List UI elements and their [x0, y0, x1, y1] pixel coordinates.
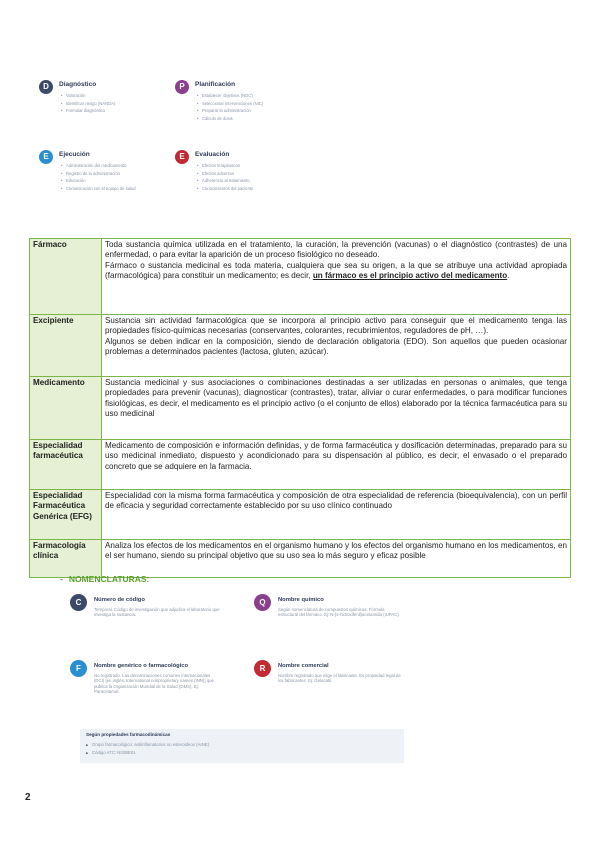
definition-paragraph: Sustancia medicinal y sus asociaciones o combinaciones destinadas a ser utilizadas en personas o animales, que tenga propiedades para prevenir (vacunas), diagnosticar (contrastes), tratar, aliviar o curar enfermedades, o para modificar funciones fisiológicas, es decir, el medicamento es el principio activo (o el conjunto de ellos) elaborado por la técnica farmacéutica para su uso medicinal: [105, 378, 567, 419]
classification-info-box: [80, 729, 404, 763]
step-item: • Cálculo de dosis: [197, 115, 263, 123]
definition-cell: [102, 377, 571, 440]
step-item: • Educación: [61, 177, 136, 185]
step-item: • Establecer objetivos (NOC): [197, 92, 263, 100]
table-row: [30, 315, 571, 377]
page-number: 2: [25, 792, 31, 803]
term-cell: Fármaco: [30, 239, 102, 315]
term-cell: Excipiente: [30, 315, 102, 377]
step-item: • Conocimientos del paciente: [197, 185, 253, 193]
term-cell: Especialidad Farmacéutica Genérica (EFG): [30, 490, 102, 540]
step-item: • Adherencia al tratamiento: [197, 177, 253, 185]
definition-text: Fármaco o sustancia medicinal es toda materia, cualquiera que sea su origen, a la que se atribuye una actividad apropiada (farmacológica) para constituir un medicamento; es decir,: [105, 260, 567, 281]
nomenclaturas-label: NOMENCLATURAS: [68, 574, 147, 584]
step-title: Ejecución: [59, 151, 90, 158]
definition-paragraph: Especialidad con la misma forma farmacéutica y composición de otra especialidad de referencia (bioequivalencia), con un perfil de eficacia y seguridad correctamente establecido por su uso clínico continuado: [105, 491, 567, 511]
definition-highlight: un fármaco es el principio activo del medicamento: [312, 271, 508, 281]
bullet-dash: -: [60, 574, 63, 584]
step-items: [197, 92, 263, 122]
step-title: Planificación: [195, 81, 236, 88]
nomenclaturas-heading: [60, 574, 149, 584]
step-item: • Comunicación con el equipo de salud: [61, 185, 136, 193]
definition-paragraph: Medicamento de composición e información definidas, y de forma farmacéutica y dosificación determinadas, preparado para su uso medicinal inmediato, dispuesto y acondicionado para su dispensación al público, es decir, el envasado o el preparado concreto que se adquiere en la farmacia.: [105, 441, 567, 471]
step-items: [61, 92, 115, 115]
definition-cell: [102, 440, 571, 490]
step-item: • Preparar la administración: [197, 107, 263, 115]
card-letter-circle: F: [70, 660, 87, 677]
step-item: • Formular diagnóstico: [61, 107, 115, 115]
definition-paragraph: Sustancia sin actividad farmacológica que se incorpora al principio activo para conseguir que el medicamento tenga las propiedades físico-químicas necesarias (conservantes, colorantes, recubrimientos, reguladores de pH, …).: [105, 316, 567, 336]
card-letter-circle: C: [70, 594, 87, 611]
step-letter-circle: E: [39, 150, 53, 164]
definition-cell: [102, 239, 571, 315]
step-letter-circle: D: [39, 80, 53, 94]
card-letter-circle: Q: [254, 594, 271, 611]
card-description: Temporal. Código de investigación que adjudica el laboratorio que investiga la sustancia.: [94, 607, 220, 618]
step-letter-circle: P: [175, 80, 189, 94]
step-items: [61, 162, 136, 192]
step-item: • Valoración: [61, 92, 115, 100]
definition-cell: [102, 540, 571, 578]
definition-paragraph: [105, 261, 567, 282]
definition-paragraph: Toda sustancia química utilizada en el tratamiento, la curación, la prevención (vacunas) o el diagnóstico (contrastes) de una enfermedad, o para evitar la aparición de un proceso fisiológico no deseado.: [105, 240, 567, 260]
table-row: [30, 239, 571, 315]
card-description: Nombre registrado que elige el fabricante. Es propiedad legal de los fabricantes. Ej: Gelocatil.: [278, 673, 401, 684]
definition-text: .: [507, 271, 510, 281]
step-item: • Seleccionar intervenciones (NIC): [197, 100, 263, 108]
definitions-table: [29, 238, 571, 578]
card-title: Número de código: [94, 597, 145, 603]
step-title: Evaluación: [195, 151, 230, 158]
card-description: No registrado. Las denominaciones comunes internacionales (DCI) [en inglés, International nonproprietary names (INN)] que publica la Organización Mundial de la Salud (OMS). Ej: Paracetamol.: [94, 673, 214, 695]
step-item: • Efectos adversos: [197, 170, 253, 178]
card-description: Según nomenclatura de compuestos químicos. Fórmula estructural del fármaco. Ej: N-(4-hidroxifenil)acetamida (IUPAC).: [278, 607, 400, 618]
info-box-item: ■ Código ATC: N02BE01: [86, 749, 209, 757]
info-box-list: [86, 741, 209, 757]
info-box-item: ■ Grupo farmacológico: antiinflamatorios no esteroideos (AINE): [86, 741, 209, 749]
definition-paragraph: Analiza los efectos de los medicamentos en el organismo humano y los efectos del organismo humano en los medicamentos, en el ser humano, siendo su principal objetivo que su uso sea lo más seguro y eficaz posible: [105, 541, 567, 561]
table-row: [30, 490, 571, 540]
card-letter-circle: R: [254, 660, 271, 677]
table-row: [30, 540, 571, 578]
step-item: • Identificar riesgo (NANDA): [61, 100, 115, 108]
step-letter-circle: E: [175, 150, 189, 164]
table-row: [30, 440, 571, 490]
card-title: Nombre químico: [278, 597, 324, 603]
step-item: • Efectos terapéuticos: [197, 162, 253, 170]
term-cell: Medicamento: [30, 377, 102, 440]
step-item: • Administración del medicamento: [61, 162, 136, 170]
heading-colon: :: [146, 574, 149, 584]
card-title: Nombre genérico o farmacológico: [94, 663, 189, 669]
term-cell: Especialidad farmacéutica: [30, 440, 102, 490]
info-box-title: Según propiedades farmacodinámicas: [86, 732, 171, 737]
step-title: Diagnóstico: [59, 81, 97, 88]
card-title: Nombre comercial: [278, 663, 329, 669]
definition-cell: [102, 315, 571, 377]
definition-cell: [102, 490, 571, 540]
step-items: [197, 162, 253, 192]
definition-paragraph: Algunos se deben indicar en la composición, siendo de declaración obligatoria (EDO). Son aquellos que pueden ocasionar problemas a determinados pacientes (lactosa, gluten, azúcar).: [105, 336, 567, 357]
term-cell: Farmacología clínica: [30, 540, 102, 578]
step-item: • Registro de la administración: [61, 170, 136, 178]
table-row: [30, 377, 571, 440]
